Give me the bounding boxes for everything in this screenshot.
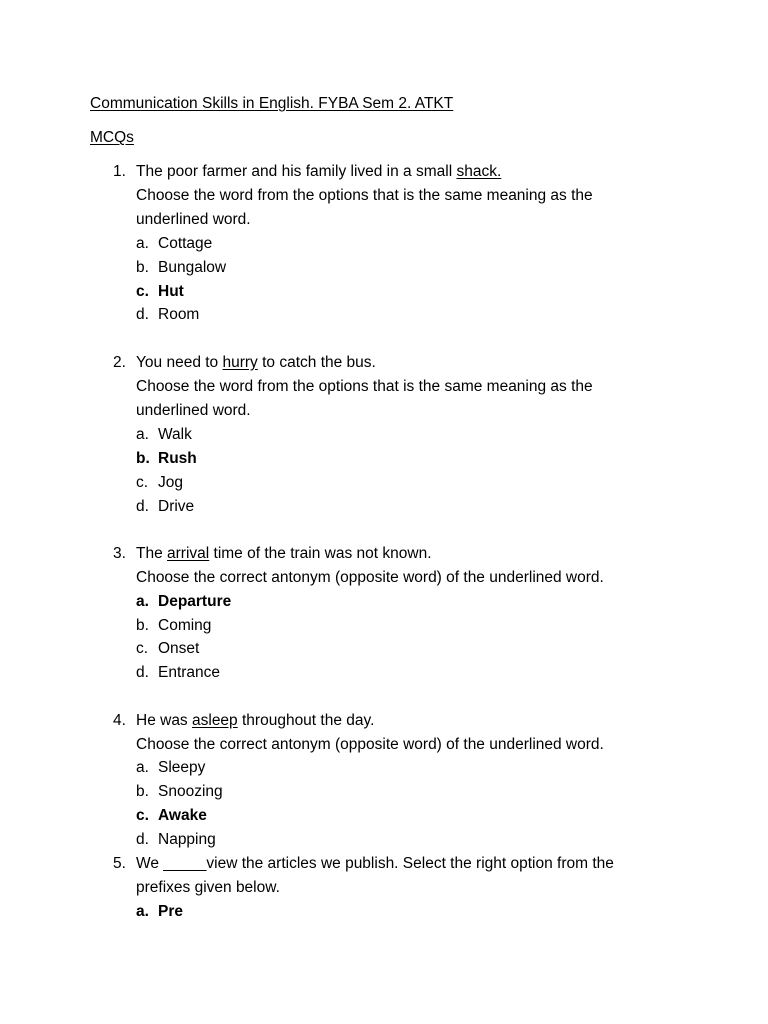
- option-text: Napping: [158, 831, 216, 848]
- option-text: Jog: [158, 474, 183, 491]
- option-letter: a.: [136, 235, 149, 252]
- option-text-correct: Pre: [158, 903, 183, 920]
- option-text: Room: [158, 306, 200, 323]
- option-text: Sleepy: [158, 759, 206, 776]
- underlined-word: asleep: [192, 712, 238, 729]
- option-text: Bungalow: [158, 259, 227, 276]
- option-letter: a.: [136, 426, 149, 443]
- stem-text: The poor farmer and his family lived in a small: [136, 163, 457, 180]
- question-stem: [136, 162, 501, 182]
- option-letter: b.: [136, 783, 149, 800]
- option-letter-correct: a.: [136, 903, 149, 920]
- stem-text: You need to: [136, 354, 223, 371]
- question-stem: prefixes given below.: [136, 879, 280, 896]
- option-letter: c.: [136, 640, 149, 657]
- option-letter-correct: c.: [136, 283, 149, 300]
- section-heading: MCQs: [90, 129, 134, 146]
- stem-text: throughout the day.: [237, 712, 375, 729]
- underlined-word: arrival: [167, 545, 210, 562]
- question-instruction: Choose the correct antonym (opposite word) of the underlined word.: [136, 569, 604, 586]
- option-letter: d.: [136, 306, 149, 323]
- underlined-word: hurry: [222, 354, 258, 371]
- option-letter: c.: [136, 474, 149, 491]
- question-instruction: underlined word.: [136, 402, 251, 419]
- option-text: Cottage: [158, 235, 213, 252]
- option-letter: d.: [136, 664, 149, 681]
- question-number: 3.: [113, 545, 126, 562]
- option-text: Onset: [158, 640, 200, 657]
- option-text: Drive: [158, 498, 195, 515]
- question-number: 4.: [113, 712, 126, 729]
- option-letter: d.: [136, 831, 149, 848]
- question-number: 1.: [113, 163, 126, 180]
- option-text: Entrance: [158, 664, 221, 681]
- question-instruction: Choose the word from the options that is the same meaning as the: [136, 187, 593, 204]
- stem-text: He was: [136, 712, 192, 729]
- option-letter: b.: [136, 617, 149, 634]
- stem-text: time of the train was not known.: [209, 545, 432, 562]
- option-letter-correct: c.: [136, 807, 149, 824]
- question-stem: We _____view the articles we publish. Select the right option from the: [136, 855, 614, 872]
- option-letter: b.: [136, 259, 149, 276]
- question-instruction: Choose the correct antonym (opposite word) of the underlined word.: [136, 736, 604, 753]
- option-letter-correct: b.: [136, 450, 150, 467]
- option-letter: d.: [136, 498, 149, 515]
- option-text: Walk: [158, 426, 192, 443]
- question-number: 5.: [113, 855, 126, 872]
- option-text-correct: Hut: [158, 283, 184, 300]
- underlined-word: shack.: [456, 163, 502, 180]
- option-letter: a.: [136, 759, 149, 776]
- question-stem: [136, 544, 432, 564]
- stem-text: The: [136, 545, 168, 562]
- option-text-correct: Awake: [158, 807, 207, 824]
- question-number: 2.: [113, 354, 126, 371]
- document-title: Communication Skills in English. FYBA Sem 2. ATKT: [90, 95, 454, 112]
- question-stem: [136, 353, 376, 373]
- option-text: Snoozing: [158, 783, 223, 800]
- stem-text: to catch the bus.: [257, 354, 376, 371]
- question-instruction: underlined word.: [136, 211, 251, 228]
- option-letter-correct: a.: [136, 593, 149, 610]
- question-stem: [136, 711, 374, 731]
- option-text-correct: Departure: [158, 593, 232, 610]
- option-text: Coming: [158, 617, 212, 634]
- option-text-correct: Rush: [158, 450, 197, 467]
- question-instruction: Choose the word from the options that is the same meaning as the: [136, 378, 593, 395]
